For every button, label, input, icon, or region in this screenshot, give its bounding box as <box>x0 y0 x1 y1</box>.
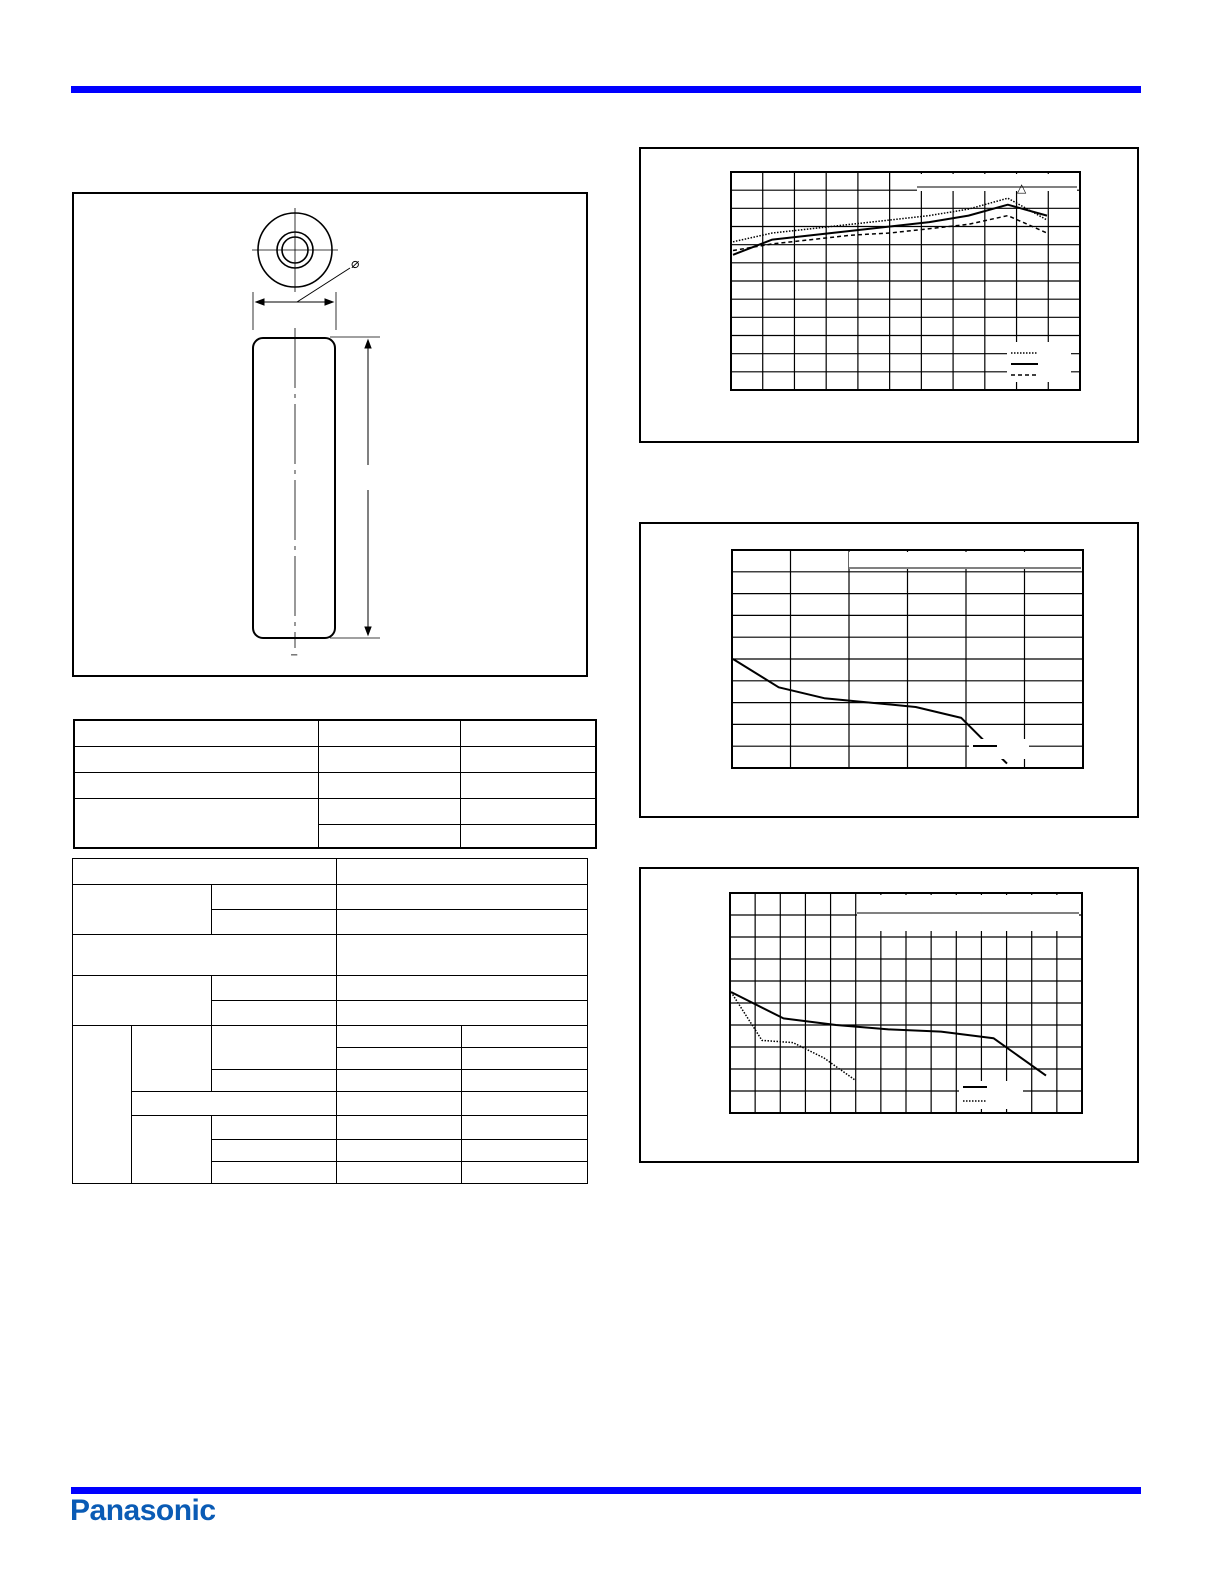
charge-marker: △ <box>1017 181 1027 195</box>
dimension-drawing-panel <box>72 192 588 677</box>
temperature-characteristics-chart <box>641 869 1137 1161</box>
table-cell <box>212 1026 337 1070</box>
table-cell <box>74 746 319 772</box>
table-cell <box>319 746 461 772</box>
top-accent-bar <box>71 86 1141 93</box>
table-cell <box>74 772 319 798</box>
table-cell <box>461 720 597 746</box>
table-cell <box>337 1162 462 1184</box>
diameter-symbol: ⌀ <box>351 256 360 272</box>
table-cell <box>337 1092 462 1116</box>
table-cell <box>73 935 337 976</box>
series-line-dotted <box>731 992 855 1080</box>
charge-chart-panel <box>639 147 1139 443</box>
title-mask <box>849 552 1081 569</box>
table-cell <box>212 1116 337 1140</box>
bottom-accent-bar <box>71 1487 1141 1494</box>
table-cell <box>337 935 588 976</box>
table-cell <box>462 1026 588 1048</box>
table-cell <box>132 1116 212 1184</box>
table-cell <box>74 798 319 848</box>
chart-grid <box>732 550 1083 768</box>
legend-box <box>1007 342 1071 382</box>
table-cell <box>212 1001 337 1026</box>
table-cell <box>461 824 597 848</box>
specification-table-lower <box>72 858 588 1184</box>
charge-characteristics-chart <box>641 149 1137 441</box>
table-cell <box>337 976 588 1001</box>
table-cell <box>462 1070 588 1092</box>
discharge-characteristics-chart <box>641 524 1137 816</box>
specification-table-upper <box>73 719 597 849</box>
table-cell <box>132 1026 212 1092</box>
table-cell <box>337 885 588 910</box>
table-cell <box>73 976 212 1026</box>
legend-box <box>969 739 1029 759</box>
table-cell <box>461 746 597 772</box>
table-cell <box>462 1092 588 1116</box>
table-cell <box>212 910 337 935</box>
temperature-chart-panel <box>639 867 1139 1163</box>
table-cell <box>319 720 461 746</box>
title-mask <box>917 174 1077 191</box>
table-cell <box>461 798 597 824</box>
table-cell <box>462 1048 588 1070</box>
table-cell <box>462 1116 588 1140</box>
table-cell <box>337 1026 462 1048</box>
table-cell <box>319 798 461 824</box>
table-cell <box>73 859 337 885</box>
table-cell <box>132 1092 337 1116</box>
table-cell <box>212 1140 337 1162</box>
series-line-solid <box>731 992 1046 1076</box>
table-cell <box>337 1048 462 1070</box>
table-cell <box>337 1070 462 1092</box>
table-cell <box>461 772 597 798</box>
chart-grid <box>730 893 1082 1113</box>
table-cell <box>319 772 461 798</box>
table-cell <box>212 1070 337 1092</box>
panasonic-logo: Panasonic <box>70 1494 216 1527</box>
table-cell <box>73 1026 132 1184</box>
table-cell <box>212 976 337 1001</box>
table-cell <box>337 1116 462 1140</box>
table-cell <box>212 885 337 910</box>
table-cell <box>337 910 588 935</box>
table-cell <box>337 1001 588 1026</box>
chart-series <box>731 992 1046 1080</box>
table-cell <box>462 1140 588 1162</box>
table-cell <box>73 885 212 935</box>
table-cell <box>337 859 588 885</box>
legend-box <box>959 1081 1023 1109</box>
table-cell <box>462 1162 588 1184</box>
table-cell <box>337 1140 462 1162</box>
table-cell <box>212 1162 337 1184</box>
discharge-chart-panel <box>639 522 1139 818</box>
cell-dimension-drawing <box>74 194 586 675</box>
table-cell <box>319 824 461 848</box>
table-cell <box>74 720 319 746</box>
negative-terminal-mark: − <box>290 650 299 661</box>
